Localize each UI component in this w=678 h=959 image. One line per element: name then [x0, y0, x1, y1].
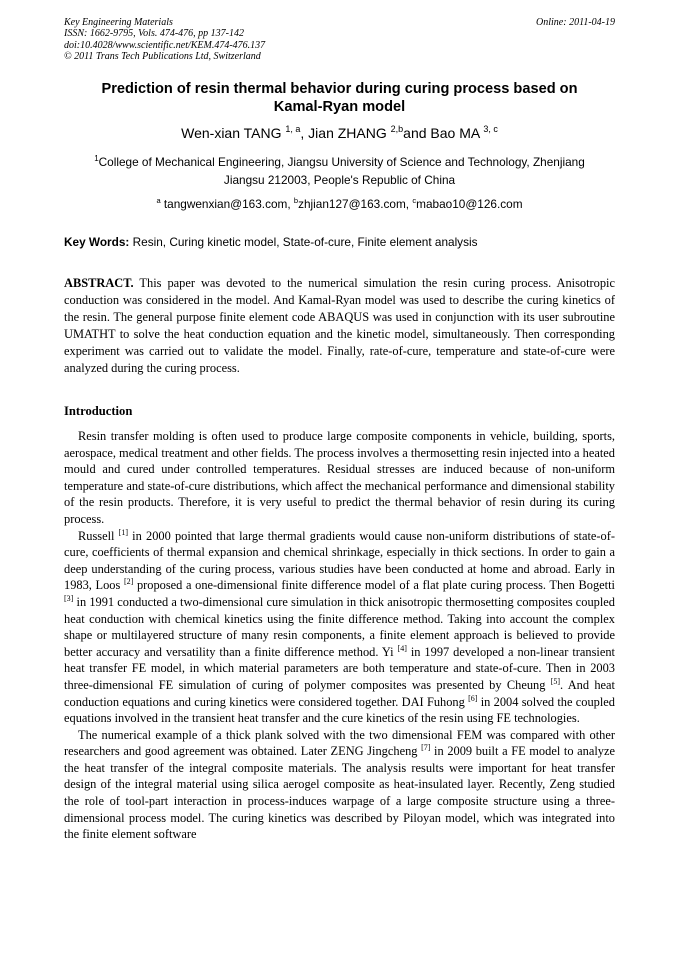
p2-text-b: in 2000 pointed that large thermal gradients would cause non-uniform distributions of state-of-cure, coefficients of thermal expansion and chemical shrinkage, especially in thick sections. In order to gain a deep understanding of the curing process, various studies have been conducted at home and abroad. Early in 1983, Loos	[64, 528, 615, 593]
citation-2: [2]	[123, 577, 134, 587]
citation-4: [4]	[397, 643, 407, 653]
author-2-affiliation-mark: 2,b	[390, 124, 404, 134]
citation-1: [1]	[118, 527, 128, 537]
online-date: Online: 2011-04-19	[536, 17, 615, 28]
citation-5: [5]	[550, 676, 561, 686]
title-line-2: Kamal-Ryan model	[273, 99, 406, 115]
p2-text-d: in 1991 conducted a two-dimensional cure simulation in thick anisotropic thermosetting composites coupled heat conduction with chemical kinetics using the finite difference method. Taking into account the complex shape or multilayered structure of many resin components, a finite element approach is believed to provide better accuracy and versatility than a finite difference method. Yi	[64, 594, 615, 659]
affiliation-line-1	[64, 153, 615, 171]
email-a: tangwenxian@163.com,	[160, 197, 294, 211]
keywords	[64, 234, 615, 250]
keywords-label: Key Words:	[64, 235, 130, 249]
p2-text-f: . And heat conduction equations and curing kinetics were considered together. DAI Fuhong	[64, 677, 615, 709]
journal-header	[64, 17, 615, 63]
citation-7: [7]	[421, 743, 431, 753]
author-3-affiliation-mark: 3, c	[483, 124, 498, 134]
author-list	[64, 124, 615, 142]
affiliation-mark: 1	[94, 154, 99, 163]
author-1-name: Wen-xian TANG	[181, 125, 286, 141]
abstract-label: ABSTRACT.	[64, 276, 134, 290]
issn-line: ISSN: 1662-9795, Vols. 474-476, pp 137-142	[64, 28, 244, 40]
affiliation-line-1-text: College of Mechanical Engineering, Jiangsu University of Science and Technology, Zhenjiang	[98, 155, 585, 169]
intro-paragraph-1: Resin transfer molding is often used to produce large composite components in vehicle, building, sports, aerospace, medical treatment and other fields. The process involves a thermosetting resin injected into a heated mould and cured under controlled temperatures. Residual stresses are induced because of non-uniform temperature and state-of-cure distributions, which affect the mechanical performance and dimensional stability of the resin products. Therefore, it is very useful to predict the thermal behavior of resin during its curing process.	[64, 429, 615, 526]
section-heading-introduction: Introduction	[64, 404, 133, 418]
email-mark-b: b	[293, 196, 299, 205]
email-mark-c: c	[412, 196, 417, 205]
abstract-text: This paper was devoted to the numerical simulation the resin curing process. Anisotropic conduction was considered in the model. And Kamal-Ryan model was used to describe the curing kinetics of the resin. The general purpose finite element code ABAQUS was used in conjunction with its user subroutine UMATHT to solve the heat conduction equation and the kinetic model, simultaneously. Then corresponding experiment was carried out to validate the model. Finally, rate-of-cure, temperature and state-of-cure were analyzed during the curing process.	[64, 276, 615, 375]
p3-text-a: The numerical example of a thick plank solved with the two dimensional FEM was compared with other researchers and good agreement was obtained. Later ZENG Jingcheng	[64, 727, 615, 759]
copyright-line: © 2011 Trans Tech Publications Ltd, Switzerland	[64, 51, 261, 63]
title-line-1: Prediction of resin thermal behavior during curing process based on	[101, 81, 578, 97]
p2-text-c: proposed a one-dimensional finite difference model of a flat plate curing process. Then Bogetti	[133, 578, 616, 593]
author-1-affiliation-mark: 1, a	[285, 124, 301, 134]
abstract	[64, 275, 615, 376]
keywords-text: Resin, Curing kinetic model, State-of-cure, Finite element analysis	[129, 235, 478, 249]
intro-paragraph-2	[64, 528, 615, 727]
paper-title	[64, 80, 615, 116]
doi-line: doi:10.4028/www.scientific.net/KEM.474-476.137	[64, 39, 266, 51]
affiliation-line-2: Jiangsu 212003, People's Republic of China	[223, 173, 456, 187]
citation-6: [6]	[468, 693, 478, 703]
citation-3: [3]	[64, 593, 74, 603]
p2-text-g: in 2004 solved the coupled equations involved in the transient heat transfer and the cure kinetics of the resin using FE technologies.	[64, 694, 616, 726]
email-b: zhjian127@163.com,	[298, 197, 413, 211]
introduction-body	[64, 428, 615, 843]
author-2-name: , Jian ZHANG	[300, 125, 391, 141]
intro-paragraph-3	[64, 727, 615, 843]
affiliation	[64, 153, 615, 189]
p2-text-e: in 1997 developed a non-linear transient heat transfer FE model, in which material parameters are both temperature and state-of-cure. Then in 2003 three-dimensional FE simulation of curing of polymer composites was presented by Cheung	[64, 644, 615, 692]
journal-name: Key Engineering Materials	[64, 17, 173, 28]
email-mark-a: a	[156, 196, 161, 205]
email-c: mabao10@126.com	[416, 197, 523, 211]
p3-text-b: in 2009 built a FE model to analyze the heat transfer of the integral composite materials. The analysis results were important for heat transfer design of the integral material using silica aerogel composite as heat-insulated layer. Recently, Zeng studied the role of tool-part interaction in process-induces warpage of a large composite structure using a three-dimensional process model. The curing kinetics was described by Piloyan model, which was integrated into the finite element software	[64, 744, 615, 842]
author-3-name: and Bao MA	[403, 125, 484, 141]
author-emails	[64, 196, 615, 212]
p2-text-a: Russell	[78, 528, 119, 543]
